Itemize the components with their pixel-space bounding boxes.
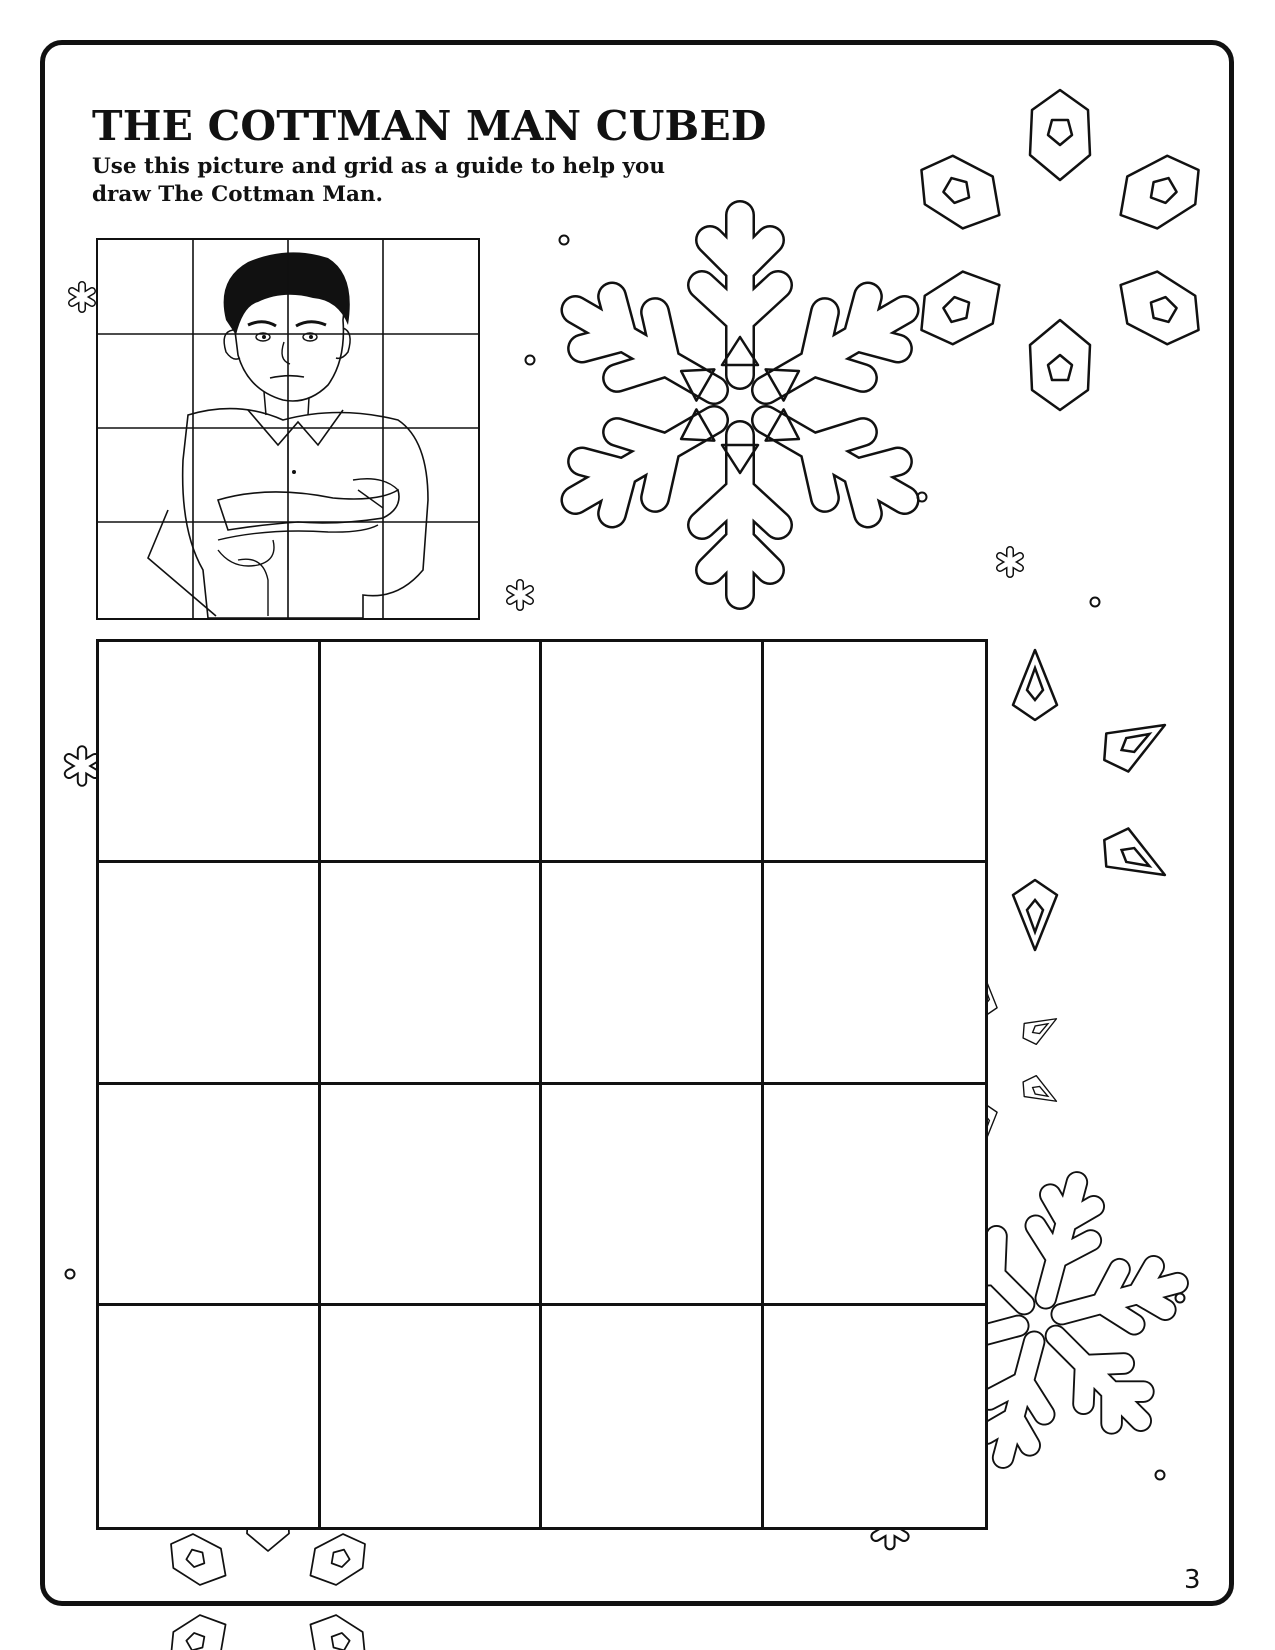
grid-cell-r1-c3[interactable] bbox=[542, 642, 764, 863]
grid-cell-r2-c4[interactable] bbox=[764, 863, 986, 1084]
grid-cell-r1-c1[interactable] bbox=[99, 642, 321, 863]
grid-cell-r4-c1[interactable] bbox=[99, 1306, 321, 1527]
drawing-grid[interactable] bbox=[96, 639, 988, 1530]
snowflake-icon bbox=[906, 90, 1213, 410]
grid-cell-r4-c2[interactable] bbox=[321, 1306, 543, 1527]
grid-cell-r1-c2[interactable] bbox=[321, 642, 543, 863]
snowflake-icon bbox=[72, 285, 92, 309]
reference-picture bbox=[96, 238, 480, 620]
grid-cell-r2-c1[interactable] bbox=[99, 863, 321, 1084]
grid-cell-r3-c3[interactable] bbox=[542, 1085, 764, 1306]
cottman-man-illustration bbox=[98, 240, 478, 618]
page-number: 3 bbox=[1184, 1565, 1201, 1595]
grid-cell-r2-c2[interactable] bbox=[321, 863, 543, 1084]
grid-cell-r3-c2[interactable] bbox=[321, 1085, 543, 1306]
snowflake-icon bbox=[556, 215, 923, 595]
grid-cell-r2-c3[interactable] bbox=[542, 863, 764, 1084]
grid-cell-r4-c4[interactable] bbox=[764, 1306, 986, 1527]
instructions-text: Use this picture and grid as a guide to help you draw The Cottman Man. bbox=[92, 154, 665, 207]
grid-cell-r3-c4[interactable] bbox=[764, 1085, 986, 1306]
snowflake-icon bbox=[1000, 550, 1020, 574]
page-title: THE COTTMAN MAN CUBED bbox=[92, 102, 767, 150]
snowflake-icon bbox=[69, 750, 95, 781]
snowflake-icon bbox=[510, 583, 530, 607]
grid-cell-r3-c1[interactable] bbox=[99, 1085, 321, 1306]
grid-cell-r1-c4[interactable] bbox=[764, 642, 986, 863]
grid-cell-r4-c3[interactable] bbox=[542, 1306, 764, 1527]
